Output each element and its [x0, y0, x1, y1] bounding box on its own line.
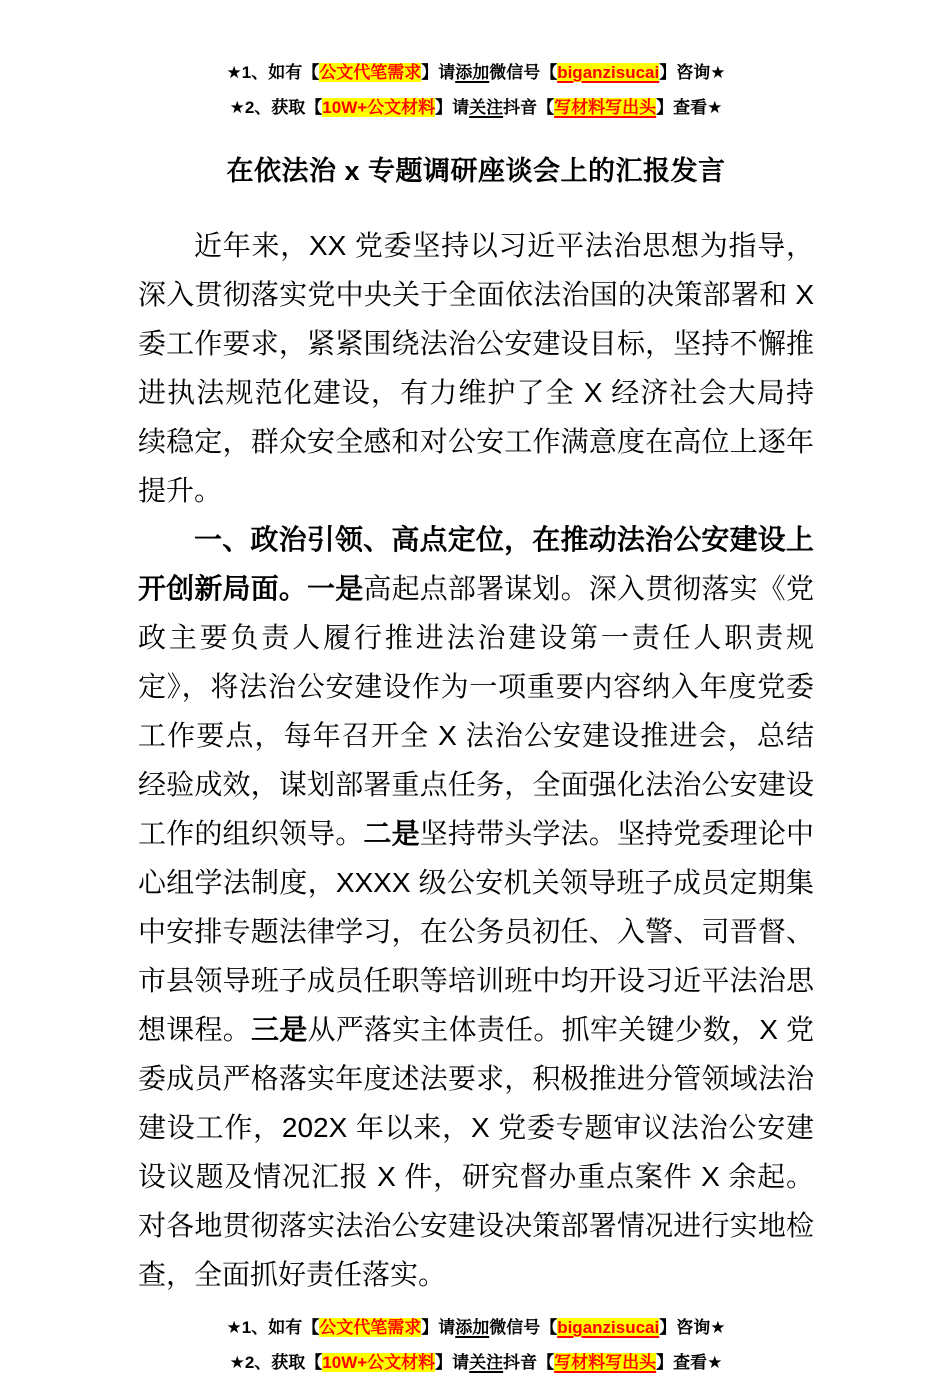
promo-text: 】请	[435, 98, 470, 117]
promo-text: 】咨询★	[659, 63, 726, 82]
promo-highlight-materials: 10W+公文材料	[322, 98, 436, 117]
paragraph-text: 高起点部署谋划。深入贯彻落实《党政主要负责人履行推进法治建设第一责任人职责规定》，将法治公安建设作为一项重要内容纳入年度党委工作要点，每年召开全 X 法治公安建设推进会，总结经验成效，谋划部署重点任务，全面强化法治公安建设工作的组织领导。	[138, 573, 814, 849]
promo-banner-bottom	[138, 1310, 814, 1380]
promo-text: 】查看★	[656, 1353, 723, 1372]
promo-highlight-service: 公文代笔需求	[319, 63, 422, 82]
paragraph-text: 从严落实主体责任。抓牢关键少数，X 党委成员严格落实年度述法要求，积极推进分管领域法治建设工作，202X 年以来，X 党委专题审议法治公安建设议题及情况汇报 X 件，研究督办重点案件 X 余起。对各地贯彻落实法治公安建设决策部署情况进行实地检查，全面抓好责任落实。	[138, 1014, 814, 1290]
section-heading-bold: 一、政治引领、高点定位，在推动法治公安建设上开创新局面。一是	[138, 524, 814, 604]
promo-line-1	[138, 1310, 814, 1345]
promo-wechat-id: biganzisucai	[557, 63, 660, 82]
document-title: 在依法治 x 专题调研座谈会上的汇报发言	[226, 156, 726, 186]
point-three-bold: 三是	[250, 1014, 308, 1045]
point-two-bold: 二是	[363, 818, 420, 849]
promo-text: 抖音【	[503, 98, 555, 117]
paragraph-intro	[138, 221, 814, 515]
promo-underline-follow: 关注	[469, 98, 504, 117]
promo-banner-top	[138, 55, 814, 125]
promo-wechat-id: biganzisucai	[557, 1318, 660, 1337]
paragraph-text: 坚持带头学法。坚持党委理论中心组学法制度，XXXX 级公安机关领导班子成员定期集中安排专题法律学习，在公务员初任、入警、司晋督、市县领导班子成员任职等培训班中均开设习近平法治思想课程。	[138, 818, 814, 1045]
promo-text: 】咨询★	[659, 1318, 726, 1337]
promo-highlight-materials: 10W+公文材料	[322, 1353, 436, 1372]
promo-highlight-service: 公文代笔需求	[319, 1318, 422, 1337]
promo-text: ★2、获取【	[229, 1353, 323, 1372]
promo-underline-add: 添加	[455, 1318, 490, 1337]
document-body	[138, 221, 814, 1299]
promo-line-2	[138, 90, 814, 125]
promo-text: 】请	[421, 63, 456, 82]
promo-underline-add: 添加	[455, 63, 490, 82]
promo-douyin-id: 写材料写出头	[554, 98, 657, 117]
promo-text: 抖音【	[503, 1353, 555, 1372]
promo-line-2	[138, 1345, 814, 1380]
promo-text: 】请	[421, 1318, 456, 1337]
paragraph-section-1	[138, 515, 814, 1299]
promo-text: ★1、如有【	[226, 1318, 320, 1337]
promo-underline-follow: 关注	[469, 1353, 504, 1372]
promo-text: 微信号【	[489, 63, 558, 82]
promo-text: 】请	[435, 1353, 470, 1372]
promo-text: ★2、获取【	[229, 98, 323, 117]
promo-text: 微信号【	[489, 1318, 558, 1337]
promo-douyin-id: 写材料写出头	[554, 1353, 657, 1372]
promo-text: ★1、如有【	[226, 63, 320, 82]
promo-line-1	[138, 55, 814, 90]
paragraph-text: 近年来，XX 党委坚持以习近平法治思想为指导，深入贯彻落实党中央关于全面依法治国的决策部署和 X 委工作要求，紧紧围绕法治公安建设目标，坚持不懈推进执法规范化建设，有力维护了全 X 经济社会大局持续稳定，群众安全感和对公安工作满意度在高位上逐年提升。	[138, 230, 814, 506]
promo-text: 】查看★	[656, 98, 723, 117]
